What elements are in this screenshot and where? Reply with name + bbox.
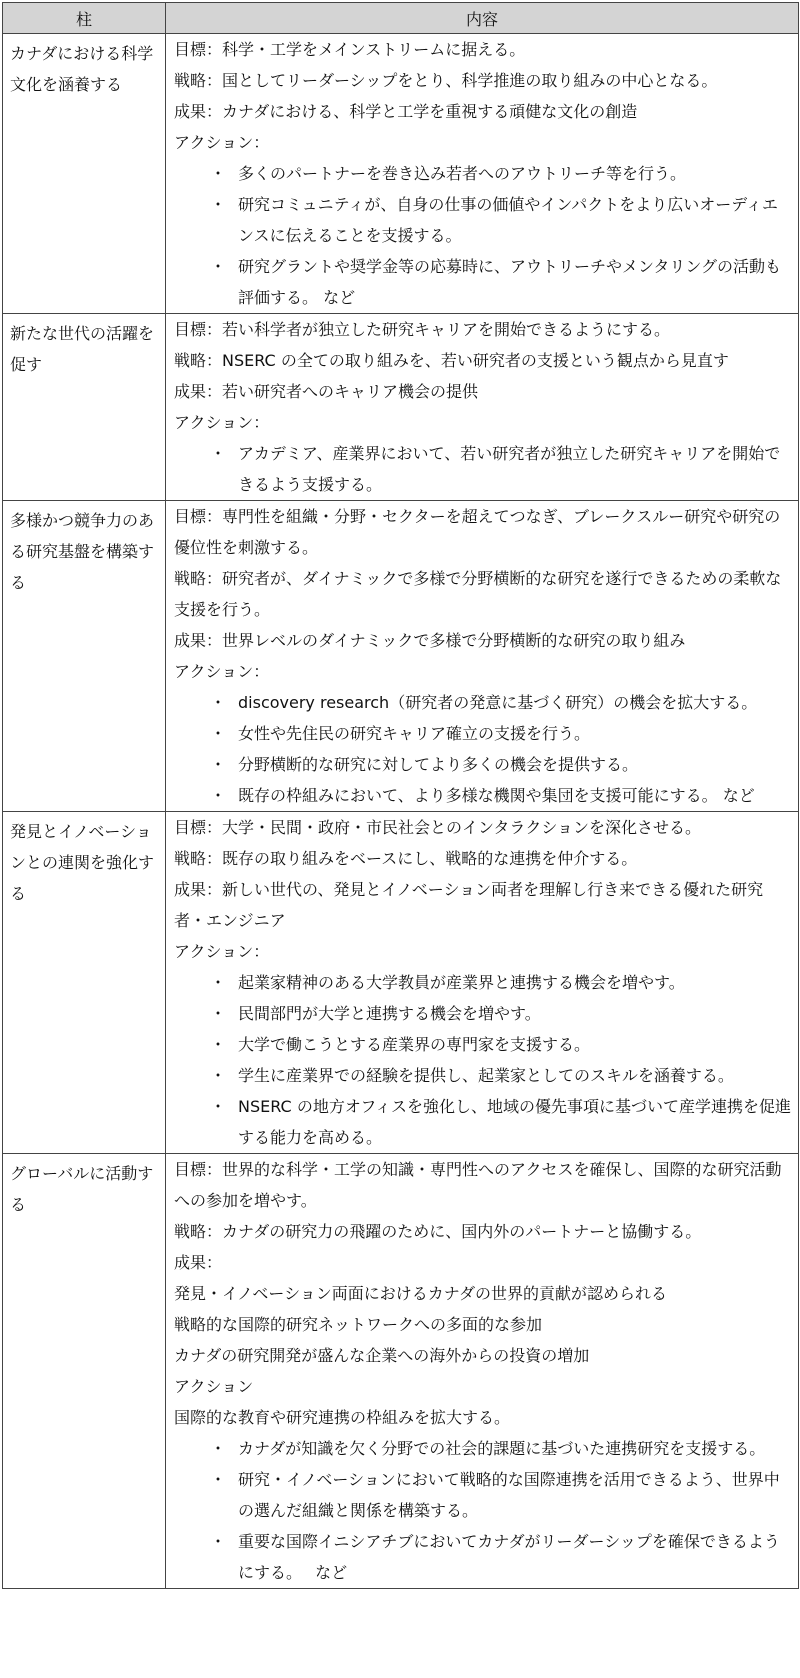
pillar-cell: 多様かつ競争力のある研究基盤を構築する [3, 501, 166, 812]
action-heading: アクション： [174, 942, 270, 961]
table-row [3, 314, 799, 501]
goal-line: 目標：専門性を組織・分野・セクターを超えてつなぎ、ブレークスルー研究や研究の優位性を刺激する。 [174, 507, 781, 557]
action-heading: アクション： [174, 133, 270, 152]
table-row [3, 501, 799, 812]
outcome-item: カナダの研究開発が盛んな企業への海外からの投資の増加 [174, 1346, 590, 1365]
pillar-cell: 発見とイノベーションとの連関を強化する [3, 812, 166, 1154]
content-cell [166, 501, 799, 812]
action-heading: アクション： [174, 413, 270, 432]
action-item: ・ discovery research（研究者の発意に基づく研究）の機会を拡大する。 [238, 687, 792, 718]
content-cell [166, 34, 799, 314]
action-item: ・ アカデミア、産業界において、若い研究者が独立した研究キャリアを開始できるよう支援する。 [238, 438, 792, 500]
header-content: 内容 [166, 3, 799, 34]
outcome-line: 成果：カナダにおける、科学と工学を重視する頑健な文化の創造 [174, 102, 638, 121]
action-item: ・ カナダが知識を欠く分野での社会的課題に基づいた連携研究を支援する。 [238, 1433, 792, 1464]
outcome-line: 成果：若い研究者へのキャリア機会の提供 [174, 382, 479, 401]
outcome-line: 成果：新しい世代の、発見とイノベーション両者を理解し行き来できる優れた研究者・エンジニア [174, 880, 764, 930]
strategy-line: 戦略：国としてリーダーシップをとり、科学推進の取り組みの中心となる。 [174, 71, 718, 90]
action-item: ・ 研究コミュニティが、自身の仕事の価値やインパクトをより広いオーディエンスに伝えることを支援する。 [238, 189, 792, 251]
pillars-table [2, 2, 799, 1589]
goal-line: 目標：世界的な科学・工学の知識・専門性へのアクセスを確保し、国際的な研究活動への参加を増やす。 [174, 1160, 782, 1210]
action-item: ・ 研究グラントや奨学金等の応募時に、アウトリーチやメンタリングの活動も評価する。 など [238, 251, 792, 313]
outcome-line: 成果：世界レベルのダイナミックで多様で分野横断的な研究の取り組み [174, 631, 686, 650]
outcome-item: 戦略的な国際的研究ネットワークへの多面的な参加 [174, 1315, 543, 1334]
pillar-cell: 新たな世代の活躍を促す [3, 314, 166, 501]
action-list [174, 158, 792, 313]
action-item: ・ 女性や先住民の研究キャリア確立の支援を行う。 [238, 718, 792, 749]
content-cell [166, 314, 799, 501]
action-item: ・ 分野横断的な研究に対してより多くの機会を提供する。 [238, 749, 792, 780]
table-row [3, 34, 799, 314]
table-row [3, 1154, 799, 1589]
outcome-item: 発見・イノベーション両面におけるカナダの世界的貢献が認められる [174, 1284, 667, 1303]
action-heading: アクション： [174, 662, 270, 681]
pillar-cell: カナダにおける科学文化を涵養する [3, 34, 166, 314]
strategy-line: 戦略：NSERC の全ての取り組みを、若い研究者の支援という観点から見直す [174, 351, 729, 370]
goal-line: 目標：若い科学者が独立した研究キャリアを開始できるようにする。 [174, 320, 671, 339]
action-item: ・ 民間部門が大学と連携する機会を増やす。 [238, 998, 792, 1029]
action-list [174, 438, 792, 500]
content-cell [166, 812, 799, 1154]
strategy-line: 戦略：研究者が、ダイナミックで多様で分野横断的な研究を遂行できるための柔軟な支援を行う。 [174, 569, 782, 619]
action-list [174, 1433, 792, 1588]
outcome-line: 成果： [174, 1253, 223, 1272]
action-list [174, 967, 792, 1153]
action-item: ・ 重要な国際イニシアチブにおいてカナダがリーダーシップを確保できるようにする。 など [238, 1526, 792, 1588]
action-item: ・ 既存の枠組みにおいて、より多様な機関や集団を支援可能にする。 など [238, 780, 792, 811]
action-item: ・ 大学で働こうとする産業界の専門家を支援する。 [238, 1029, 792, 1060]
pillar-cell: グローバルに活動する [3, 1154, 166, 1589]
strategy-line: 戦略：カナダの研究力の飛躍のために、国内外のパートナーと協働する。 [174, 1222, 702, 1241]
action-item: ・ 学生に産業界での経験を提供し、起業家としてのスキルを涵養する。 [238, 1060, 792, 1091]
action-list [174, 687, 792, 811]
goal-line: 目標：科学・工学をメインストリームに据える。 [174, 40, 526, 59]
action-heading: アクション [174, 1377, 254, 1396]
header-row [3, 3, 799, 34]
action-item: ・ NSERC の地方オフィスを強化し、地域の優先事項に基づいて産学連携を促進する能力を高める。 [238, 1091, 792, 1153]
content-cell [166, 1154, 799, 1589]
action-intro: 国際的な教育や研究連携の枠組みを拡大する。 [174, 1408, 511, 1427]
action-item: ・ 多くのパートナーを巻き込み若者へのアウトリーチ等を行う。 [238, 158, 792, 189]
table-row [3, 812, 799, 1154]
header-pillar: 柱 [3, 3, 166, 34]
action-item: ・ 研究・イノベーションにおいて戦略的な国際連携を活用できるよう、世界中の選んだ組織と関係を構築する。 [238, 1464, 792, 1526]
goal-line: 目標：大学・民間・政府・市民社会とのインタラクションを深化させる。 [174, 818, 702, 837]
action-item: ・ 起業家精神のある大学教員が産業界と連携する機会を増やす。 [238, 967, 792, 998]
strategy-line: 戦略：既存の取り組みをベースにし、戦略的な連携を仲介する。 [174, 849, 638, 868]
